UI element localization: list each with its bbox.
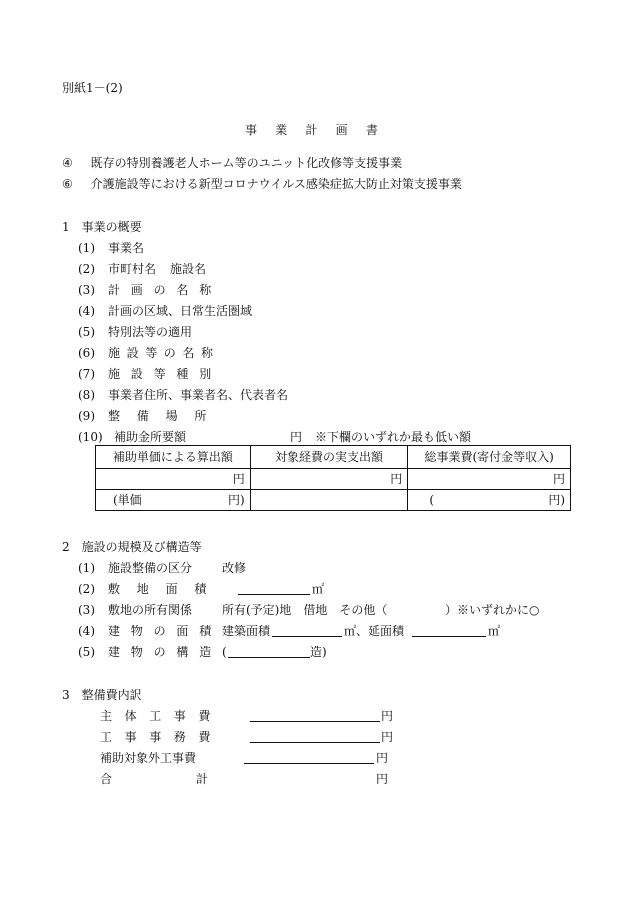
outline-item-label: 計画の区域、日常生活圏域 [108,304,253,318]
site-area-unit: ㎡ [312,582,325,596]
document-reference: 別紙1－(2) [62,81,123,95]
paren-open: ( [429,493,434,507]
total-label-start: 合 [100,772,113,786]
outline-item-label: 施設等種別 [108,367,223,381]
program-number: ④ [62,156,73,170]
site-area-input-line[interactable] [238,594,310,595]
floor-area-input-line[interactable] [412,636,486,637]
total-label-end: 計 [196,772,209,786]
total-cost-unit: 円 [376,772,389,786]
outline-item-label: 事業名 [108,241,145,255]
non-subsidized-cost-line[interactable] [244,763,374,764]
structure-close: 造) [310,645,327,659]
total-cost-cell[interactable]: 円 [408,469,571,490]
subsidy-amount-table [95,445,571,511]
table-header-cell: 補助単価による算出額 [96,446,251,469]
outline-item-number: (2) [78,262,95,276]
outline-item-label: 整備場所 [108,409,224,423]
program-text: 既存の特別養護老人ホーム等のユニット化改修等支援事業 [90,156,403,170]
structure-item-label: 施設整備の区分 [108,561,193,575]
outline-item-label: 計画の名称 [108,283,223,297]
outline-item-number: (6) [78,346,95,360]
outline-item-label: 事業者住所、事業者名、代表者名 [108,388,289,402]
outline-item-number: (8) [78,388,95,402]
empty-cell [250,490,408,511]
program-item [62,157,402,169]
structure-open-paren: ( [222,645,227,659]
structure-item-label: 敷地面積 [108,582,224,596]
office-cost-line[interactable] [250,742,380,743]
paren-close: 円) [548,493,565,507]
cost-item-label: 工事事務費 [100,730,224,744]
cost-item-label: 補助対象外工事費 [100,751,197,765]
ownership-note: ）※いずれかに○ [445,603,540,617]
cost-item-label: 主体工事費 [100,709,224,723]
structure-item-number: (2) [78,582,95,596]
outline-item-label: 市町村名 [108,262,157,276]
program-text: 介護施設等における新型コロナウイルス感染症拡大防止対策支援事業 [90,177,462,191]
program-number: ⑥ [62,177,73,191]
outline-item-number: (5) [78,325,95,339]
unit-price-cell[interactable] [96,490,251,511]
cost-item-unit: 円 [381,709,394,723]
renovation-category-value: 改修 [222,561,247,575]
fund-note: ※下欄のいずれか最も低い額 [315,430,472,444]
donation-income-cell[interactable] [408,490,571,511]
floor-area-label: 、延面積 [356,624,405,638]
structure-item-label: 建物の構造 [108,645,223,659]
structure-item-number: (3) [78,603,95,617]
outline-item-number: (7) [78,367,95,381]
outline-item-number: (9) [78,409,95,423]
outline-item-number: (10) [78,430,103,444]
unit-price-amount-cell[interactable]: 円 [96,469,251,490]
structure-item-number: (5) [78,645,95,659]
section-heading: 1 事業の概要 [62,220,142,234]
section-heading: 2 施設の規模及び構造等 [62,540,202,554]
structure-input-line[interactable] [228,657,310,658]
unit-price-open: (単価 [113,493,142,507]
cost-item-unit: 円 [381,730,394,744]
ownership-options: 所有(予定)地 借地 その他（ [222,603,388,617]
table-header-cell: 総事業費(寄付金等収入) [408,446,571,469]
building-area-label: 建築面積 [222,624,271,638]
table-header-row [96,446,571,469]
cost-item-unit: 円 [376,751,389,765]
structure-item-number: (4) [78,624,95,638]
building-area-unit: ㎡ [344,624,357,638]
document-title: 事 業 計 画 書 [244,123,386,137]
section-heading: 3 整備費内訳 [62,688,142,702]
structure-item-label: 建物の面積 [108,624,223,638]
table-row [96,490,571,511]
structure-item-number: (1) [78,561,95,575]
building-area-input-line[interactable] [272,636,342,637]
outline-item-label: 特別法等の適用 [108,325,193,339]
fund-yen-unit: 円 [290,430,303,444]
unit-price-close: 円) [228,493,245,507]
facility-name-label: 施設名 [170,262,207,276]
outline-item-number: (3) [78,283,95,297]
floor-area-unit: ㎡ [488,624,501,638]
outline-item-label: 補助金所要額 [114,430,187,444]
outline-item-number: (1) [78,241,95,255]
actual-expense-cell[interactable]: 円 [250,469,408,490]
main-construction-cost-line[interactable] [250,721,380,722]
structure-item-label: 敷地の所有関係 [108,603,193,617]
outline-item-number: (4) [78,304,95,318]
table-header-cell: 対象経費の実支出額 [250,446,408,469]
outline-item-label: 施設等の名称 [108,346,220,360]
table-row [96,469,571,490]
program-item [62,178,462,190]
